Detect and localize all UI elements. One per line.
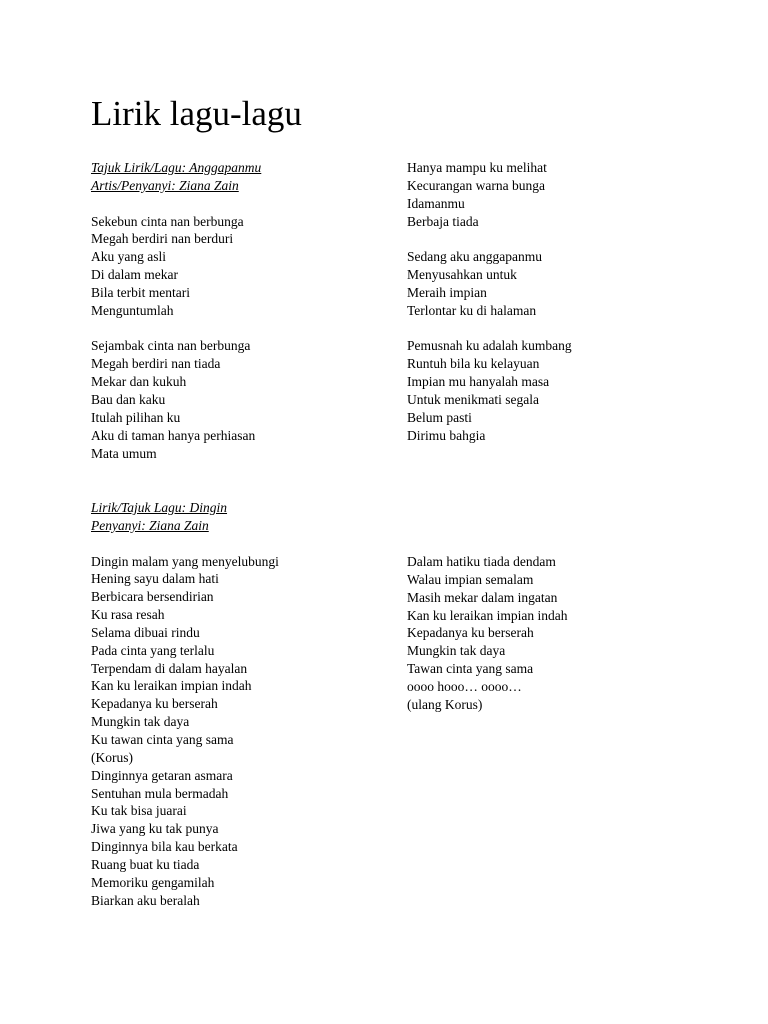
lyric-line: Meraih impian (407, 284, 487, 300)
page-title: Lirik lagu-lagu (91, 94, 302, 133)
song1-left-column (91, 159, 391, 462)
song2-right-stanza-1 (407, 553, 707, 714)
lyric-line: Untuk menikmati segala (407, 391, 539, 407)
lyric-line: Ku tawan cinta yang sama (91, 731, 234, 747)
lyric-line: Belum pasti (407, 409, 472, 425)
lyric-line: Dirimu bahgia (407, 427, 486, 443)
lyric-line: Sentuhan mula bermadah (91, 785, 229, 801)
lyric-line: Ku tak bisa juarai (91, 803, 187, 819)
lyric-line: Mata umum (91, 445, 157, 461)
lyric-line: Mungkin tak daya (407, 643, 506, 659)
lyric-line: Aku di taman hanya perhiasan (91, 427, 256, 443)
lyric-line: Pemusnah ku adalah kumbang (407, 338, 572, 354)
lyric-line: Jiwa yang ku tak punya (91, 821, 219, 837)
lyric-line: Tawan cinta yang sama (407, 661, 534, 677)
lyric-line: Hening sayu dalam hati (91, 571, 219, 587)
lyric-line: (ulang Korus) (407, 696, 483, 712)
lyric-line: Sedang aku anggapanmu (407, 249, 542, 265)
lyric-line: Sekebun cinta nan berbunga (91, 213, 244, 229)
lyric-line: Dalam hatiku tiada dendam (407, 554, 556, 569)
lyric-line: Aku yang asli (91, 249, 166, 265)
lyric-line: Idamanmu (407, 195, 465, 211)
song1-right-column (407, 159, 707, 445)
lyric-line: Berbaja tiada (407, 213, 479, 229)
lyric-line: Selama dibuai rindu (91, 624, 200, 640)
lyric-line: Terpendam di dalam hayalan (91, 660, 248, 676)
lyric-line: Menguntumlah (91, 302, 174, 318)
lyric-line: Pada cinta yang terlalu (91, 642, 215, 658)
song2-artist-line: Penyanyi: Ziana Zain (91, 517, 209, 533)
song1-title-line: Tajuk Lirik/Lagu: Anggapanmu (91, 160, 262, 175)
lyric-line: Dinginnya getaran asmara (91, 767, 233, 783)
lyric-line: Runtuh bila ku kelayuan (407, 356, 540, 372)
lyric-line: Hanya mampu ku melihat (407, 160, 547, 175)
lyric-line: Walau impian semalam (407, 571, 534, 587)
song1-left-stanza-2 (91, 337, 391, 462)
song1-right-stanza-2 (407, 248, 707, 319)
lyric-line: Dinginnya bila kau berkata (91, 839, 238, 855)
lyric-line: Ruang buat ku tiada (91, 856, 200, 872)
song2-left-stanza-1 (91, 553, 391, 910)
lyric-line: Masih mekar dalam ingatan (407, 589, 558, 605)
lyric-line: Itulah pilihan ku (91, 409, 181, 425)
lyric-line: (Korus) (91, 749, 133, 765)
lyric-line: Ku rasa resah (91, 607, 165, 623)
song1-right-stanza-1 (407, 159, 707, 230)
song2-right-column (407, 553, 707, 714)
lyric-line: Kepadanya ku berserah (407, 625, 534, 641)
lyric-line: Terlontar ku di halaman (407, 302, 537, 318)
lyric-line: Sejambak cinta nan berbunga (91, 338, 251, 354)
lyric-line: Mungkin tak daya (91, 714, 190, 730)
lyric-line: Kan ku leraikan impian indah (407, 607, 568, 623)
lyric-line: Impian mu hanyalah masa (407, 374, 550, 390)
lyric-line: Memoriku gengamilah (91, 874, 215, 890)
song1-left-stanza-1 (91, 213, 391, 320)
lyric-line: Megah berdiri nan tiada (91, 356, 221, 372)
lyric-line: Berbicara bersendirian (91, 589, 214, 605)
lyric-line: Bila terbit mentari (91, 284, 190, 300)
lyric-line: Dingin malam yang menyelubungi (91, 553, 279, 569)
lyric-line: Megah berdiri nan berduri (91, 231, 234, 247)
lyric-line: Mekar dan kukuh (91, 374, 187, 390)
lyric-line: Kecurangan warna bunga (407, 177, 545, 193)
lyric-line: Di dalam mekar (91, 267, 178, 283)
lyric-line: Kan ku leraikan impian indah (91, 678, 252, 694)
lyric-line: Kepadanya ku berserah (91, 696, 218, 712)
lyric-line: oooo hooo… oooo… (407, 678, 522, 694)
song1-artist-line: Artis/Penyanyi: Ziana Zain (91, 177, 239, 193)
song1-right-stanza-3 (407, 337, 707, 444)
lyric-line: Menyusahkan untuk (407, 267, 517, 283)
lyric-line: Bau dan kaku (91, 391, 166, 407)
song2-title-line: Lirik/Tajuk Lagu: Dingin (91, 500, 228, 515)
lyric-line: Biarkan aku beralah (91, 892, 200, 908)
song2-left-column (91, 499, 391, 909)
